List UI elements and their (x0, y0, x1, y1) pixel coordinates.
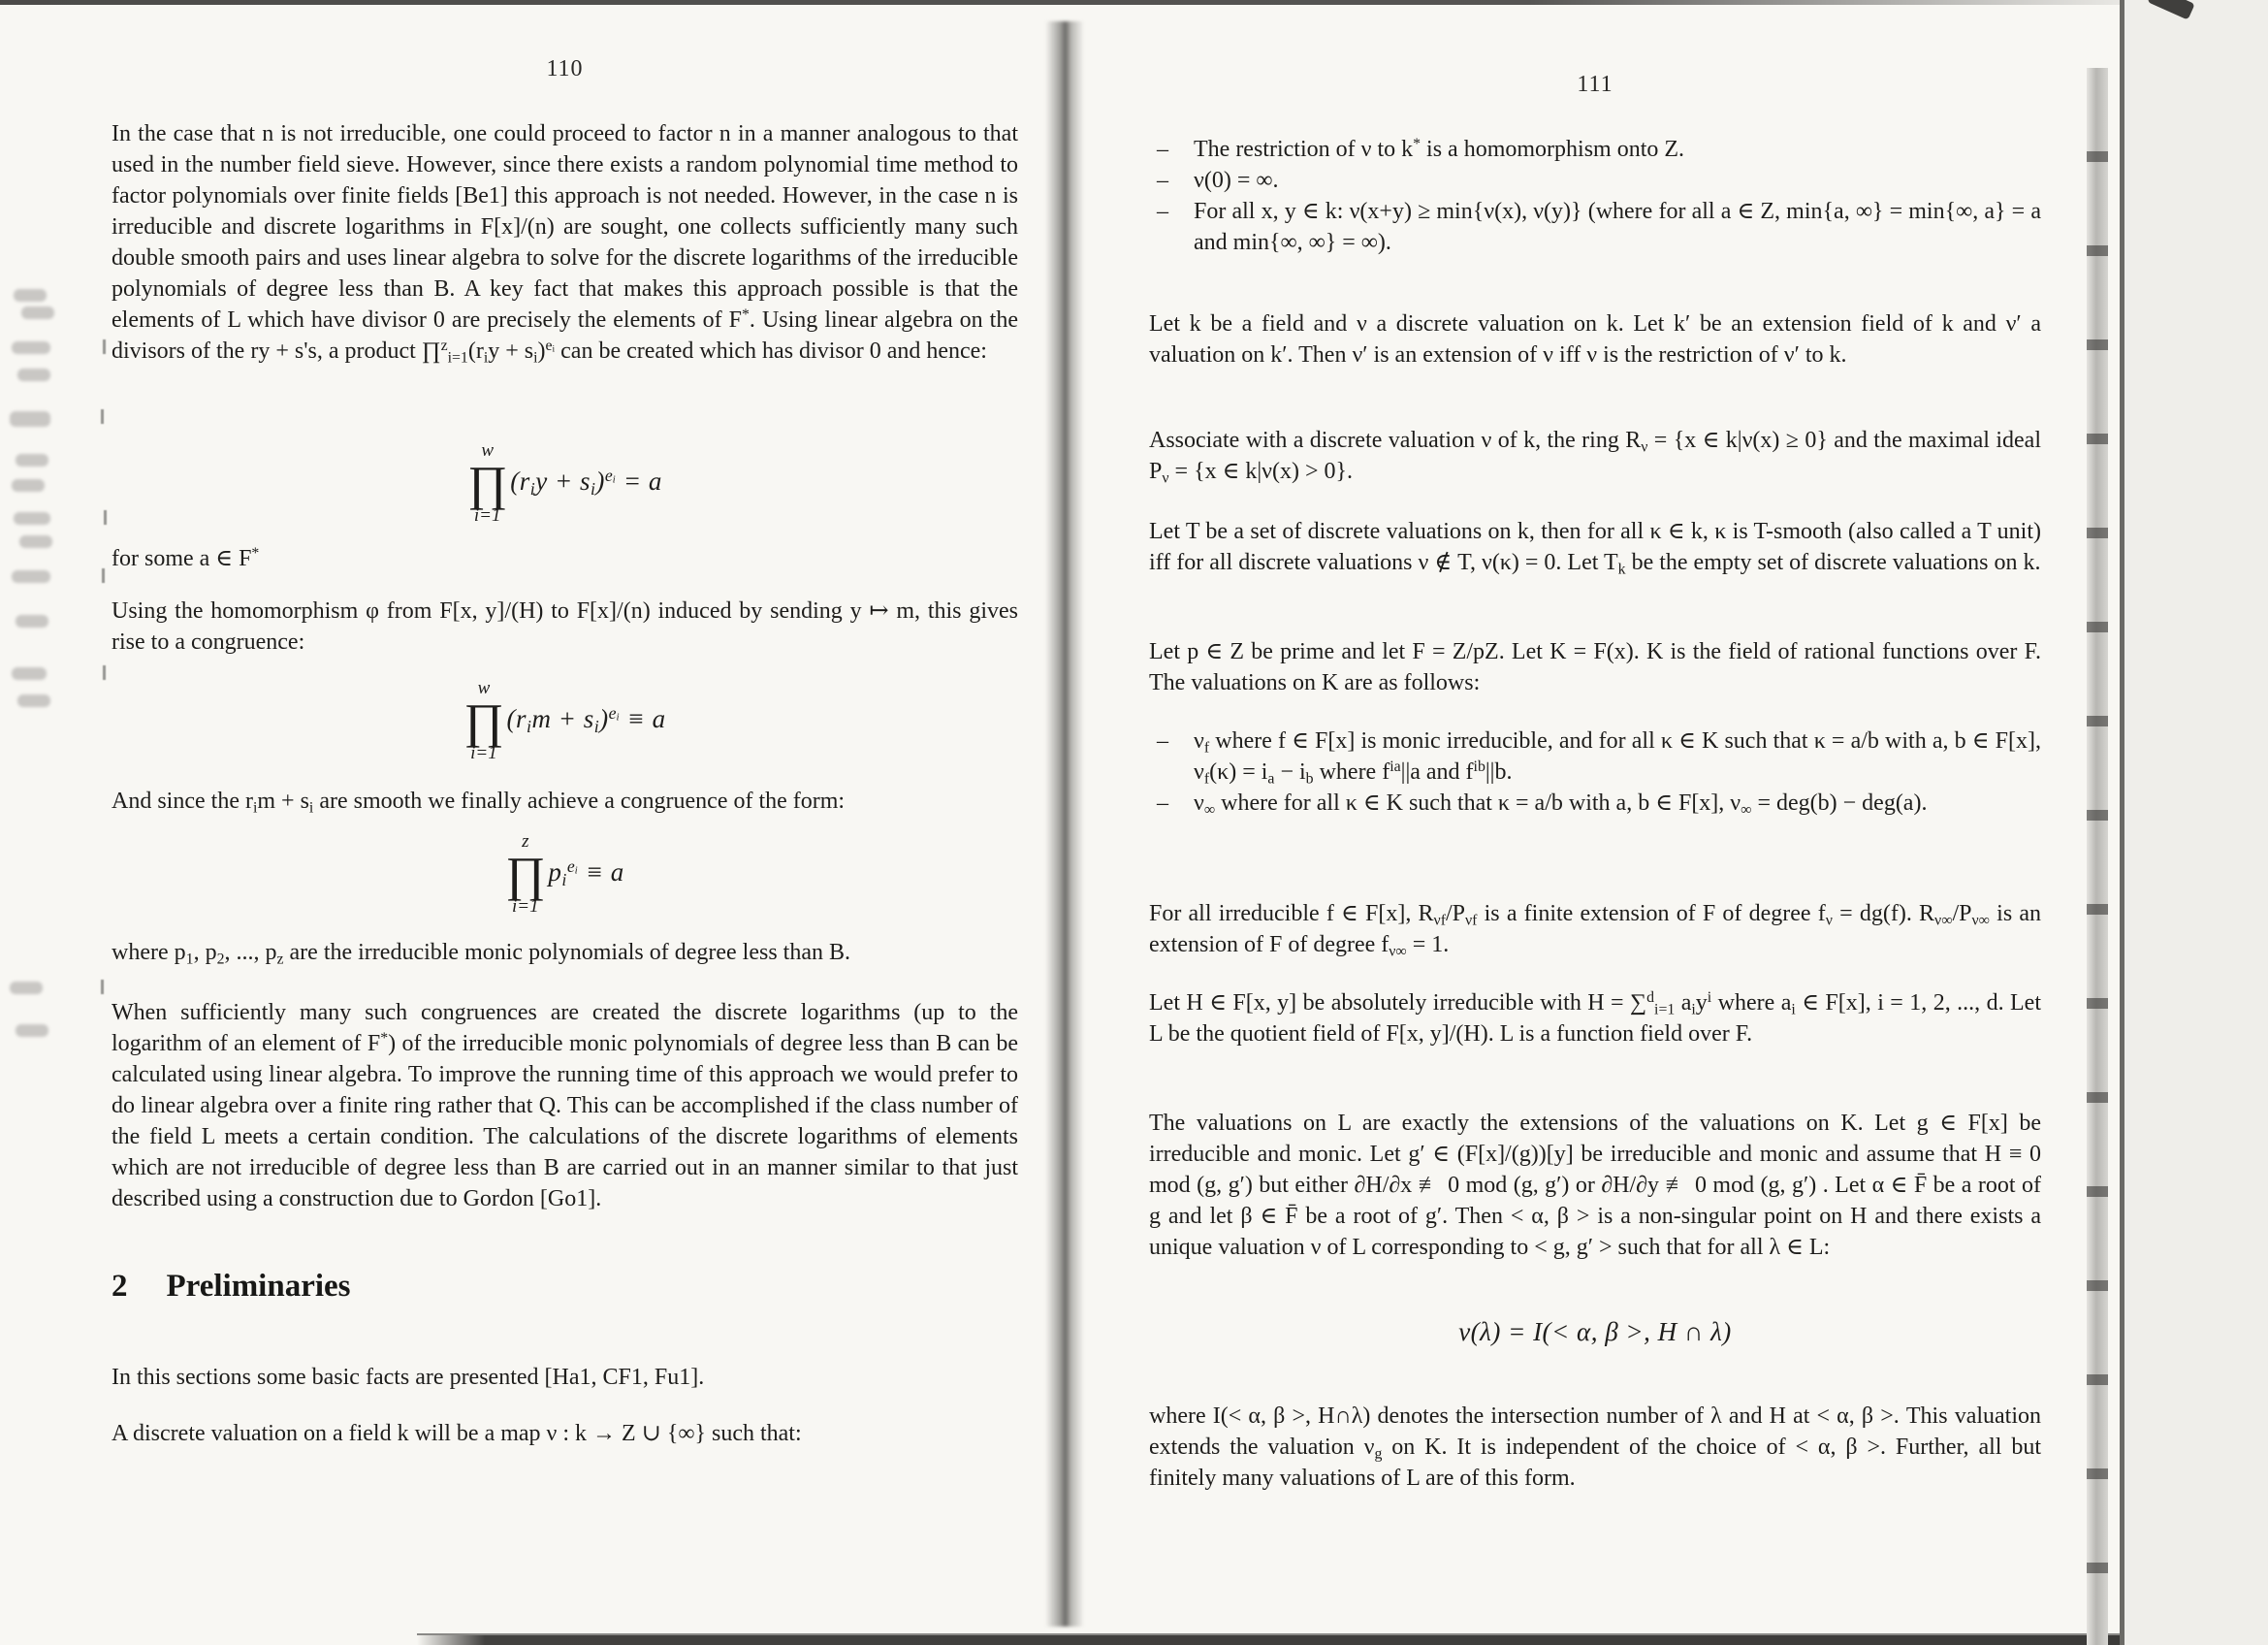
paragraph: In the case that n is not irreducible, one could proceed to factor n in a manner analogous to that used in the number field sieve. However, since there exists a random polynomial time method to factor polynomials over finite fields [Be1] this approach is not needed. However, in the case n is irreducible and discrete logarithms in F[x]/(n) are sought, one collects sufficiently many such double smooth pairs and uses linear algebra to solve for the discrete logarithms of the irreducible polynomials of degree less than B. A key fact that makes this approach possible is that the elements of L which have divisor 0 are precisely the elements of F*. Using linear algebra on the divisors of the ry + s's, a product $\prod^z_{i=1}(r_iy + s_i)^{eᵢ}$ can be created which has divisor 0 and hence: (112, 121, 1018, 367)
dash-bullet: – (1157, 137, 1168, 162)
scan-margin-smudge (12, 570, 50, 583)
scan-tick-mark (104, 510, 107, 525)
display-formula-valuation: ν(λ) = I(< α, β >, H ∩ λ) (1458, 1317, 1732, 1346)
dash-bullet: – (1157, 199, 1168, 224)
page-110 (112, 0, 1018, 1645)
dash-bullet: – (1157, 168, 1168, 193)
scan-margin-smudge (10, 411, 50, 427)
scan-margin-smudge (14, 289, 47, 302)
list-item: – $\nu_f$ where f ∈ F[x] is monic irreducible, and for all κ ∈ K such that κ = a/b with a, b ∈ F[x], $\nu_f(\kappa) = i_a - i_b$ where $f^{ia}||a$ and $f^{ib}||b$. (1149, 726, 2041, 788)
scan-tick-mark (101, 980, 104, 994)
page-edge-line (2120, 0, 2124, 1645)
product-symbol: ∏ (505, 846, 546, 901)
scan-margin-smudge (17, 369, 50, 381)
paragraph: For all irreducible f ∈ F[x], $R_{\nu f}/P_{\nu f}$ is a finite extension of F of degree $f_\nu = dg(f)$. $R_{\nu\infty}/P_{\nu\infty}$ is an extension of F of degree $f_{\nu\infty} = 1$. (1149, 901, 2042, 960)
paragraph: Let H ∈ F[x, y] be absolutely irreducible with H = ∑$^d_{i=1}$ $a_iy^i$ where $a_i$ ∈ F[x], i = 1, 2, ..., d. Let L be the quotient field of F[x, y]/(H). L is a function field over F. (1149, 989, 2042, 1047)
paragraph: Associate with a discrete valuation ν of k, the ring $R_\nu = \{x$ ∈ k|ν(x) ≥ 0} and the maximal ideal $P_\nu = \{x$ ∈ k|ν(x) > 0}. (1149, 428, 2041, 487)
paragraph: And since the $r_im + s_i$ are smooth we finally achieve a congruence of the form: (112, 789, 846, 817)
scan-bottom-edge (417, 1633, 2149, 1645)
page-edge-strip (2087, 68, 2108, 1645)
bullet-list (1149, 134, 2041, 258)
paragraph: In this sections some basic facts are presented [Ha1, CF1, Fu1]. (112, 1365, 705, 1390)
display-formula-3: z ∏ i=1 $p_i^{eᵢ} \equiv a$ (505, 831, 624, 918)
section-heading (112, 1269, 351, 1305)
scan-margin-smudge (17, 694, 50, 707)
scan-margin-smudge (16, 454, 48, 467)
scan-tick-mark (101, 409, 104, 424)
product-operator: w ∏ i=1 (463, 678, 504, 764)
paragraph: Let p ∈ Z be prime and let F = Z/pZ. Let K = F(x). K is the field of rational functions over F. The valuations on K are as follows: (1149, 639, 2041, 695)
bullet-list (1149, 726, 2041, 819)
page-number: 110 (546, 56, 584, 81)
product-symbol: ∏ (463, 693, 504, 748)
scan-margin-smudge (21, 306, 54, 319)
scan-margin-smudge (12, 479, 45, 492)
paragraph: Using the homomorphism φ from F[x, y]/(H) to F[x]/(n) induced by sending y ↦ m, this gives rise to a congruence: (112, 598, 1018, 655)
dash-bullet: – (1157, 790, 1168, 816)
scan-margin-smudge (10, 982, 43, 994)
paragraph: where I(< α, β >, H∩λ) denotes the intersection number of λ and H at < α, β >. This valuation extends the valuation $\nu_g$ on K. It is independent of the choice of < α, β >. Further, all but finitely many valuations of L are of this form. (1149, 1403, 2041, 1491)
paragraph: Let k be a field and ν a discrete valuation on k. Let k′ be an extension field of k and ν′ a valuation on k′. Then ν′ is an extension of ν iff ν is the restriction of ν′ to k. (1149, 311, 2041, 368)
list-item: – ν(0) = ∞. (1149, 165, 2041, 196)
scan-tick-mark (102, 568, 105, 583)
list-item: – The restriction of ν to k* is a homomorphism onto Z. (1149, 134, 2041, 165)
scan-outer-area (2124, 0, 2268, 1645)
product-symbol: ∏ (467, 455, 508, 510)
paragraph: The valuations on L are exactly the extensions of the valuations on K. Let g ∈ F[x] be irreducible and monic. Let g′ ∈ (F[x]/(g))[y] be irreducible and monic and assume that H ≡ 0 mod (g, g′) but either ∂H/∂x ≢ 0 mod (g, g′) or ∂H/∂y ≢ 0 mod (g, g′) . Let α ∈ F̄ be a root of g and let β ∈ F̄ be a root of g′. Then < α, β > is a non-singular point on H and there exists a unique valuation ν of L corresponding to < g, g′ > such that for all λ ∈ L: (1149, 1111, 2041, 1260)
page-111 (1149, 0, 2041, 1645)
paragraph: Let T be a set of discrete valuations on k, then for all κ ∈ k, κ is T-smooth (also called a T unit) iff for all discrete valuations ν ∉ T, ν(κ) = 0. Let $T_k$ be the empty set of discrete valuations on k. (1149, 519, 2041, 578)
section-number: 2 (112, 1269, 128, 1304)
list-item: – $\nu_\infty$ where for all κ ∈ K such that κ = a/b with a, b ∈ F[x], $\nu_\infty = deg(b) - deg(a)$. (1149, 788, 2041, 819)
scan-tick-mark (103, 665, 106, 680)
paragraph: where $p_1$, $p_2$, ..., $p_z$ are the irreducible monic polynomials of degree less than B. (112, 940, 850, 968)
scan-margin-smudge (16, 615, 48, 628)
display-formula-1: w ∏ i=1 $(r_iy + s_i)^{eᵢ} = a$ (467, 440, 662, 527)
section-title: Preliminaries (166, 1269, 351, 1304)
display-formula-2: w ∏ i=1 $(r_im + s_i)^{eᵢ} \equiv a$ (463, 678, 666, 764)
scan-tick-mark (103, 339, 106, 354)
dash-bullet: – (1157, 728, 1168, 754)
scan-margin-smudge (12, 341, 50, 354)
scan-margin-smudge (12, 667, 47, 680)
paragraph: When sufficiently many such congruences are created the discrete logarithms (up to the logarithm of an element of F*) of the irreducible monic polynomials of degree less than B can be calculated using linear algebra. To improve the running time of this approach we would prefer to do linear algebra over a finite ring rather that Q. This can be accomplished if the class number of the field L meets a certain condition. The calculations of the discrete logarithms of elements which are not irreducible of degree less than B are carried out in an manner similar to that just described using a construction due to Gordon [Go1]. (112, 1000, 1018, 1211)
paragraph: A discrete valuation on a field k will be a map ν : k → Z ∪ {∞} such that: (112, 1421, 802, 1446)
page-number: 111 (1577, 72, 1613, 97)
product-operator: z ∏ i=1 (505, 831, 546, 918)
scan-margin-smudge (19, 535, 52, 548)
product-operator: w ∏ i=1 (467, 440, 508, 527)
paragraph: for some a ∈ F* (112, 545, 260, 571)
book-gutter-shadow (1045, 21, 1084, 1627)
list-item: – For all x, y ∈ k: ν(x+y) ≥ min{ν(x), ν(y)} (where for all a ∈ Z, min{a, ∞} = min{∞, a} = a and min{∞, ∞} = ∞). (1149, 196, 2041, 258)
scan-margin-smudge (16, 1024, 48, 1037)
scan-margin-smudge (14, 512, 50, 525)
scan-top-edge (0, 0, 2184, 5)
